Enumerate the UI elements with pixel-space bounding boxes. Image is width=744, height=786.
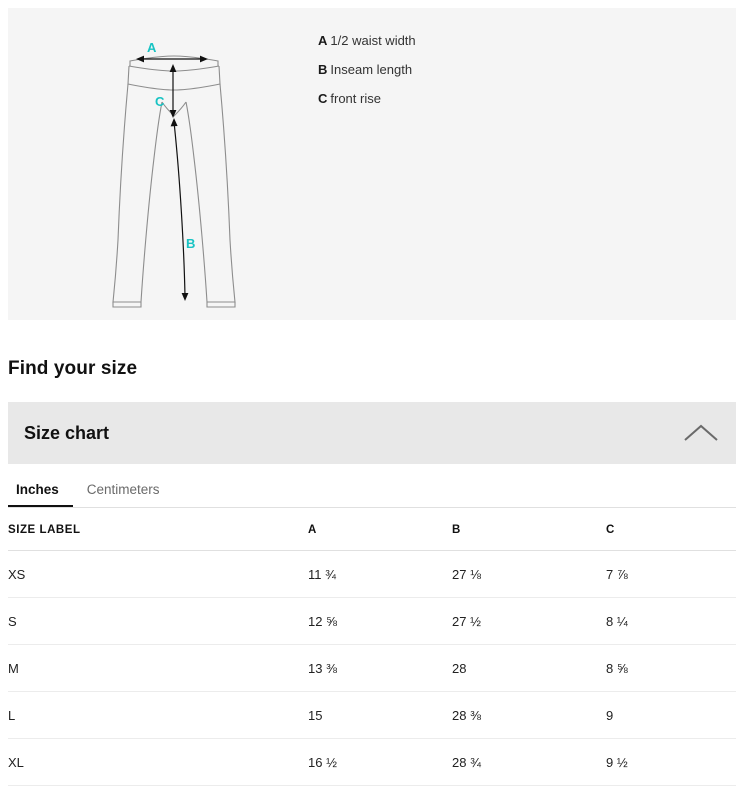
legend-item-c	[318, 92, 416, 107]
size-guide-page	[0, 8, 744, 770]
legend-text-c: front rise	[330, 90, 381, 106]
size-chart-head	[8, 508, 736, 551]
legend-item-b	[318, 63, 416, 78]
measure-arrow-b	[171, 118, 189, 301]
table-row	[8, 692, 736, 739]
leggings-diagram-svg	[8, 8, 308, 320]
leggings-diagram	[8, 8, 308, 320]
legend-key-a: A	[318, 33, 328, 48]
page-title: Find your size	[8, 358, 138, 379]
cell-a: 13 ⅜	[308, 645, 452, 692]
size-chart-accordion-header[interactable]	[8, 402, 736, 464]
cell-c: 9 ½	[606, 739, 736, 786]
tab-centimeters[interactable]: Centimeters	[73, 472, 174, 507]
tab-inches[interactable]: Inches	[8, 472, 73, 507]
cell-b: 28 ¾	[452, 739, 606, 786]
cell-size: M	[8, 645, 308, 692]
column-header-size-label: SIZE LABEL	[8, 508, 308, 551]
measurement-legend	[318, 34, 416, 121]
chevron-up-icon[interactable]	[682, 420, 720, 446]
size-chart-title: Size chart	[24, 422, 110, 443]
size-chart-body	[8, 551, 736, 786]
cell-size: XS	[8, 551, 308, 598]
legend-text-a: 1/2 waist width	[330, 33, 416, 48]
measure-arrow-a	[136, 56, 208, 63]
measurement-diagram-panel	[8, 8, 736, 320]
cell-c: 9	[606, 692, 736, 739]
legend-text-b: Inseam length	[330, 61, 413, 77]
cell-a: 15	[308, 692, 452, 739]
column-header-a: A	[308, 508, 452, 551]
cell-a: 12 ⅝	[308, 598, 452, 645]
cell-c: 7 ⅞	[606, 551, 736, 598]
cell-b: 27 ½	[452, 598, 606, 645]
table-row	[8, 739, 736, 786]
cell-c: 8 ¼	[606, 598, 736, 645]
cell-a: 16 ½	[308, 739, 452, 786]
cell-size: S	[8, 598, 308, 645]
table-row	[8, 551, 736, 598]
diagram-label-a: A	[147, 40, 157, 55]
cell-b: 28	[452, 645, 606, 692]
cell-a: 11 ¾	[308, 551, 452, 598]
table-row	[8, 645, 736, 692]
size-chart-table	[8, 508, 736, 786]
diagram-label-b: B	[186, 236, 196, 251]
legend-key-b: B	[318, 61, 328, 77]
measure-arrow-c	[170, 64, 177, 118]
table-row	[8, 598, 736, 645]
legend-key-c: C	[318, 90, 328, 106]
legend-item-a	[318, 34, 416, 49]
table-header-row	[8, 508, 736, 551]
cell-b: 27 ⅛	[452, 551, 606, 598]
diagram-label-c: C	[155, 94, 165, 109]
unit-tabs	[8, 464, 736, 508]
cell-b: 28 ⅜	[452, 692, 606, 739]
column-header-b: B	[452, 508, 606, 551]
cell-size: L	[8, 692, 308, 739]
cell-size: XL	[8, 739, 308, 786]
column-header-c: C	[606, 508, 736, 551]
cell-c: 8 ⅝	[606, 645, 736, 692]
